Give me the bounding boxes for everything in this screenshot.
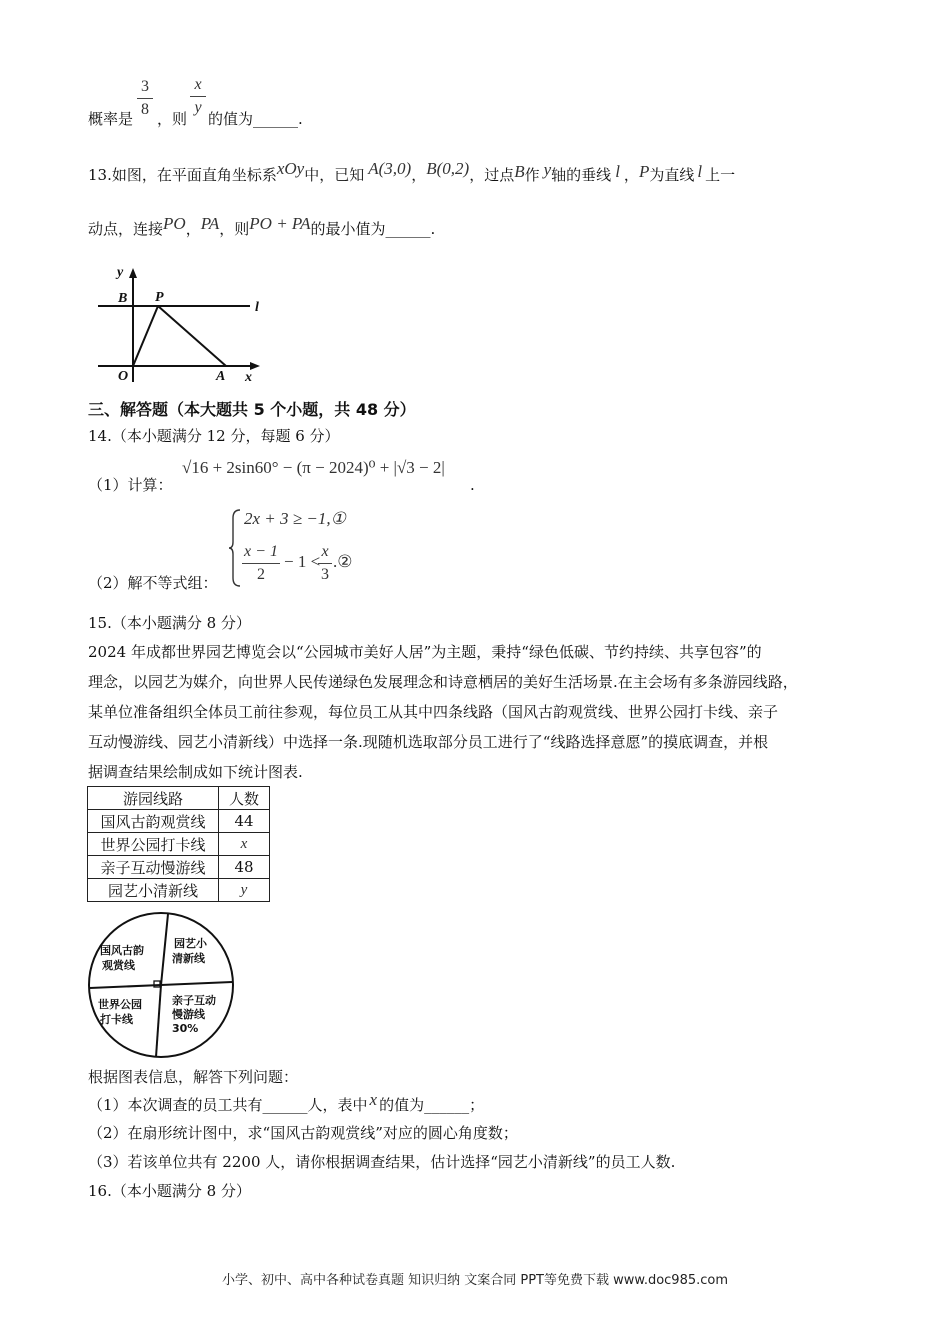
fraction-numerator: x — [194, 76, 202, 93]
section-heading: 三、解答题（本大题共 5 个小题，共 48 分） — [88, 400, 416, 419]
table-row — [88, 879, 270, 902]
q13-line-1 — [88, 159, 736, 185]
inequality-2-end: .② — [333, 552, 353, 571]
q14-part1-end: . — [470, 476, 475, 494]
table-row — [88, 856, 270, 879]
q14-part2-label: （2）解不等式组： — [88, 574, 218, 592]
pie-label-qinzi: 亲子互动 — [172, 994, 216, 1007]
table-cell: 48 — [219, 856, 270, 879]
table-header-row — [88, 787, 270, 810]
fraction-bar — [137, 98, 153, 99]
survey-table — [87, 786, 270, 902]
fig-label-b: B — [118, 291, 128, 306]
q15-question-3: （3）若该单位共有 2200 人，请你根据调查结果，估计选择“园艺小清新线”的员工人数. — [88, 1153, 676, 1171]
segment-po — [133, 306, 158, 366]
fraction-numerator: x — [321, 543, 329, 560]
pie-label-guofeng: 国风古韵 — [100, 944, 144, 957]
inequality-2-middle: − 1 < — [284, 552, 321, 571]
fraction-bar — [190, 96, 206, 97]
fig-label-o: O — [118, 369, 129, 384]
q13-text: ， — [623, 166, 639, 184]
q15-paragraph-line: 据调查结果绘制成如下统计图表. — [88, 763, 303, 781]
q13-text: ， — [185, 220, 201, 238]
pie-label-qinzi-percent: 30% — [172, 1022, 199, 1035]
q16-header: 16.（本小题满分 8 分） — [88, 1182, 251, 1200]
math-pa: PA — [200, 214, 220, 233]
table-cell: 亲子互动慢游线 — [88, 856, 219, 879]
q15-text: 的值为______； — [379, 1096, 485, 1114]
inequality-2-fraction-2 — [318, 543, 332, 584]
q15-question-2: （2）在扇形统计图中，求“国风古韵观赏线”对应的圆心角度数； — [88, 1124, 518, 1142]
q13-text: 13.如图，在平面直角坐标系 — [88, 166, 277, 184]
q15-paragraph-line: 某单位准备组织全体员工前往参观，每位员工从其中四条线路（国风古韵观赏线、世界公园打卡线、亲子 — [88, 703, 779, 721]
q14-part1-expression: √16 + 2sin60° − (π − 2024)⁰ + |√3 − 2| — [182, 458, 445, 477]
q14-part1-label: （1）计算： — [88, 476, 173, 494]
table-cell: 44 — [219, 810, 270, 833]
y-axis-arrow — [129, 268, 137, 278]
q13-text: ， — [411, 166, 427, 184]
inequality-2-fraction-1 — [242, 543, 280, 584]
page-footer: 小学、初中、高中各种试卷真题 知识归纳 文案合同 PPT等免费下载 www.doc985.com — [221, 1273, 729, 1288]
pie-label-shijie: 打卡线 — [100, 1013, 133, 1026]
pie-chart — [86, 910, 238, 1062]
q13-text: 作 — [524, 166, 540, 184]
fig-label-a: A — [216, 369, 226, 384]
table-row — [88, 810, 270, 833]
q12-prefix-text: 概率是 — [88, 110, 134, 128]
fraction-denominator: y — [194, 99, 202, 116]
math-x: x — [369, 1090, 378, 1109]
pie-label-yuanyi: 园艺小 — [174, 937, 207, 950]
math-y: y — [543, 160, 552, 179]
math-point-b: B(0,2) — [426, 159, 470, 178]
math-b: B — [514, 162, 525, 181]
fig-label-p: P — [155, 290, 164, 305]
fig-label-y: y — [117, 265, 124, 280]
q13-text: 的最小值为______. — [310, 220, 436, 238]
q13-text: 为直线 — [649, 166, 695, 184]
math-l: l — [697, 162, 703, 181]
table-cell: y — [219, 879, 270, 902]
q13-line-2 — [88, 214, 436, 239]
math-point-a: A(3,0) — [368, 159, 412, 178]
pie-label-qinzi: 慢游线 — [172, 1008, 205, 1021]
fig-label-l: l — [255, 300, 259, 315]
pie-label-shijie: 世界公园 — [98, 998, 142, 1011]
pie-label-yuanyi: 清新线 — [172, 952, 205, 965]
table-row — [88, 833, 270, 856]
q15-instructions: 根据图表信息，解答下列问题： — [88, 1068, 299, 1086]
fraction-denominator: 8 — [141, 101, 149, 118]
math-po: PO — [163, 214, 186, 233]
system-brace — [228, 508, 242, 588]
fraction-bar — [318, 563, 332, 564]
inequality-1: 2x + 3 ≥ −1,① — [244, 509, 346, 528]
q13-text: 动点，连接 — [88, 220, 164, 238]
table-cell: 国风古韵观赏线 — [88, 810, 219, 833]
fraction-denominator: 3 — [321, 566, 329, 583]
table-header-cell: 游园线路 — [88, 787, 219, 810]
fraction-numerator: 3 — [141, 78, 149, 95]
q13-text: ，则 — [219, 220, 250, 238]
q15-paragraph-line: 理念，以园艺为媒介，向世界人民传递绿色发展理念和诗意栖居的美好生活场景.在主会场有多条游园线路， — [88, 673, 798, 691]
table-header-cell: 人数 — [219, 787, 270, 810]
q15-paragraph-line: 2024 年成都世界园艺博览会以“公园城市美好人居”为主题，秉持“绿色低碳、节约持续、共享包容”的 — [88, 643, 762, 661]
fraction-numerator: x − 1 — [244, 543, 278, 560]
q15-question-1 — [88, 1090, 485, 1115]
fraction-3-8 — [137, 78, 153, 119]
q14-header: 14.（本小题满分 12 分，每题 6 分） — [88, 427, 340, 445]
q13-text: 上一 — [705, 166, 736, 184]
fraction-bar — [242, 563, 280, 564]
math-po-plus-pa: PO + PA — [249, 214, 311, 233]
fig-label-x: x — [245, 370, 252, 385]
math-xoy: xOy — [276, 159, 305, 178]
q13-text: ，过点 — [469, 166, 515, 184]
q12-mid-text: ，则 — [157, 110, 188, 128]
math-p: P — [638, 162, 650, 181]
table-cell: 世界公园打卡线 — [88, 833, 219, 856]
table-cell: x — [219, 833, 270, 856]
q13-text: 中，已知 — [304, 166, 365, 184]
q15-header: 15.（本小题满分 8 分） — [88, 614, 251, 632]
pie-label-guofeng: 观赏线 — [102, 959, 135, 972]
q15-text: （1）本次调查的员工共有______人，表中 — [88, 1096, 368, 1114]
table-cell: 园艺小清新线 — [88, 879, 219, 902]
fraction-denominator: 2 — [257, 566, 265, 583]
x-axis-arrow — [250, 362, 260, 370]
math-l: l — [615, 162, 620, 181]
q13-text: 轴的垂线 — [551, 166, 612, 184]
fraction-x-y — [190, 76, 206, 117]
q15-paragraph-line: 互动慢游线、园艺小清新线）中选择一条.现随机选取部分员工进行了“线路选择意愿”的摸底调查，并根 — [88, 733, 769, 751]
coordinate-figure — [90, 262, 270, 387]
q12-suffix-text: 的值为______. — [208, 110, 303, 128]
segment-pa — [158, 306, 226, 366]
